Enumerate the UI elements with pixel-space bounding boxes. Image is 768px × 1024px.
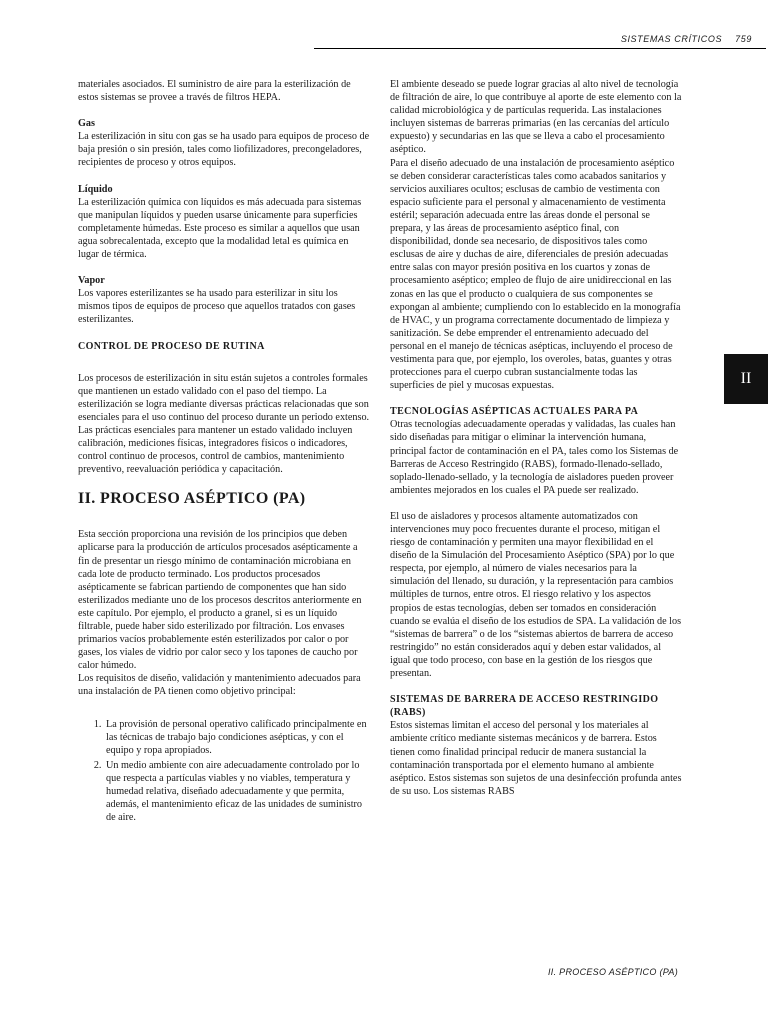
section-paragraph-1: Esta sección proporciona una revisión de los principios que deben aplicarse para la producción de artículos procesados asépticamente a fin de presentar un riesgo mínimo de contaminación microbiana en cada lote de producto terminado. Los productos procesados asépticamente se fabrican partiendo de componentes que han sido esterilizados mediante uno de los procesos descritos anteriormente en este capítulo. Por ejemplo, el producto a granel, si es un líquido filtrable, puede haber sido esterilizado por filtración. Los envases primarios vacíos probablemente estén esterilizados por calor o por gases, los viales de vidrio por calor seco y los tapones de caucho por calor húmedo. xyxy=(78,529,362,672)
page-number: 759 xyxy=(735,34,752,44)
running-footer: II. PROCESO ASÉPTICO (PA) xyxy=(547,967,678,977)
left-column xyxy=(78,78,370,826)
right-column xyxy=(390,78,682,798)
section-title: II. PROCESO ASÉPTICO (PA) xyxy=(78,490,306,508)
gas-paragraph: La esterilización in situ con gas se ha usado para equipos de proceso de baja presión o sin presión, tales como liofilizadores, precongeladores, recipientes de proceso y otros equipos. xyxy=(78,131,370,169)
liquid-heading: Líquido xyxy=(78,183,113,195)
right-paragraph-2: Para el diseño adecuado de una instalación de procesamiento aséptico se deben considerar características tales como acabados sanitarios y servicios auxiliares ocultos; esclusas de cambio de vestimenta con espacio suficiente para el personal y almacenamiento de vestimenta estéril; separación adecuada entre las áreas donde el personal se prepara, y las áreas de procesamiento aséptico final, con disponibilidad, donde sea necesario, de dispositivos tales como esclusas de aire y duchas de aire, diferenciales de presión adecuadas entre salas con mayor presión positiva en los cuartos y zonas de procesamiento aséptico; empleo de flujo de aire unidireccional en las zonas en las que el producto o cualquiera de sus componentes se expongan al ambiente; cumpliendo con lo establecido en la monografía de HVAC, y un programa correctamente documentado de limpieza y sanitización. Se debe emprender el entrenamiento adecuado del personal en el manejo de técnicas asépticas, incluyendo el proceso de vestimenta para que, por ejemplo, los overoles, batas, guantes y otras protecciones para el cuerpo cubran sustancialmente todas las superficies de piel y mucosas expuestas. xyxy=(390,157,681,392)
running-header xyxy=(314,34,764,46)
vapor-paragraph: Los vapores esterilizantes se ha usado para esterilizar in situ los mismos tipos de equipos de proceso que aquellos tratados con gases esterilizantes. xyxy=(78,288,356,326)
section-tab-label: II xyxy=(740,370,752,387)
tech-heading: TECNOLOGÍAS ASÉPTICAS ACTUALES PARA PA xyxy=(390,406,639,418)
liquid-paragraph: La esterilización química con líquidos es más adecuada para sistemas que manipulan líquidos y pueden usarse únicamente para superficies completamente húmedas. Este proceso es similar a aquellos que usan agua sobrecalentada, excepto que la modalidad letal es química en lugar de térmica. xyxy=(78,196,362,261)
header-rule xyxy=(314,48,766,49)
objectives-list xyxy=(78,718,370,825)
tech-paragraph-1: Otras tecnologías adecuadamente operadas y validadas, las cuales han sido diseñadas para mitigar o eliminar la intervención humana, principal factor de contaminación en el PA, tales como los Sistemas de Barreras de Acceso Restringido (RABS), formado-llenado-sellado, soplado-llenado-sellado, y la tecnología de aisladores pueden proveer ambientes mejorados en los cuales el PA puede ser realizado. xyxy=(390,419,679,496)
gas-heading: Gas xyxy=(78,118,95,130)
list-item: 1. La provisión de personal operativo calificado principalmente en las técnicas de trabajo bajo condiciones asépticas, y con el equipo y ropa apropiados. xyxy=(104,718,370,757)
right-paragraph-1: El ambiente deseado se puede lograr gracias al alto nivel de tecnología de filtración de aire, lo que contribuye al aporte de este elemento con la calidad microbiológica y de partículas requerida. Las instalaciones incluyen sistemas de barreras primarias (en las cercanías del artículo expuesto) y secundarias en las que se lleva a cabo el procesamiento aséptico. xyxy=(390,79,682,156)
control-paragraph: Los procesos de esterilización in situ están sujetos a controles formales que mantienen un estado validado con el paso del tiempo. La esterilización se logra mediante diversas prácticas relacionadas que son esenciales para el uso continuo del proceso durante un periodo extenso. Las prácticas esenciales para mantener un estado validado incluyen calibración, mediciones físicas, integradores físicos o indicadores, control continuo de procesos, control de cambios, mantenimiento preventivo, reevaluación periódica y capacitación. xyxy=(78,372,370,476)
rabs-paragraph: Estos sistemas limitan el acceso del personal y los materiales al ambiente crítico mediante sistemas mecánicos y de barrera. Estos tienen como finalidad principal reducir de manera sustancial la contaminación transportada por el elemento humano al ambiente aséptico. Estos sistemas son sujetos de una desinfección profunda antes de su uso. Los sistemas RABS xyxy=(390,720,682,797)
intro-paragraph: materiales asociados. El suministro de aire para la esterilización de estos sistemas se provee a través de filtros HEPA. xyxy=(78,79,351,104)
list-item: 2. Un medio ambiente con aire adecuadamente controlado por lo que respecta a partículas viables y no viables, temperatura y humedad relativa, diseñado adecuadamente y que permita, además, el mantenimiento eficaz de las unidades de suministro de aire. xyxy=(104,759,370,824)
rabs-heading: SISTEMAS DE BARRERA DE ACCESO RESTRINGIDO (RABS) xyxy=(390,694,659,719)
running-title: SISTEMAS CRÍTICOS xyxy=(620,34,723,44)
control-heading: CONTROL DE PROCESO DE RUTINA xyxy=(78,340,265,352)
vapor-heading: Vapor xyxy=(78,275,105,287)
section-tab xyxy=(724,354,768,404)
tech-paragraph-2: El uso de aisladores y procesos altamente automatizados con intervenciones muy poco frecuentes durante el proceso, mitigan el riesgo de contaminación y permiten una mayor flexibilidad en el diseño de la Simulación del Procesamiento Aséptico (SPA) por lo que respecta, por ejemplo, al número de viales necesarios para la simulación del llenado, su duración, y la representación para cambios múltiples de turnos, entre otros. El riesgo relativo y los aspectos propios de estas tecnologías, deben ser tomados en consideración cuando se evalúa el diseño de los estudios de SPA. La validación de los “sistemas de barrera” o de los “sistemas abiertos de barrera de acceso restringido” no están considerados aquí y deben estar validados, al igual que todo proceso, con base en la gestión de los riesgos que presentan. xyxy=(390,510,682,680)
section-paragraph-2: Los requisitos de diseño, validación y mantenimiento adecuados para una instalación de PA tienen como objetivo principal: xyxy=(78,673,361,698)
